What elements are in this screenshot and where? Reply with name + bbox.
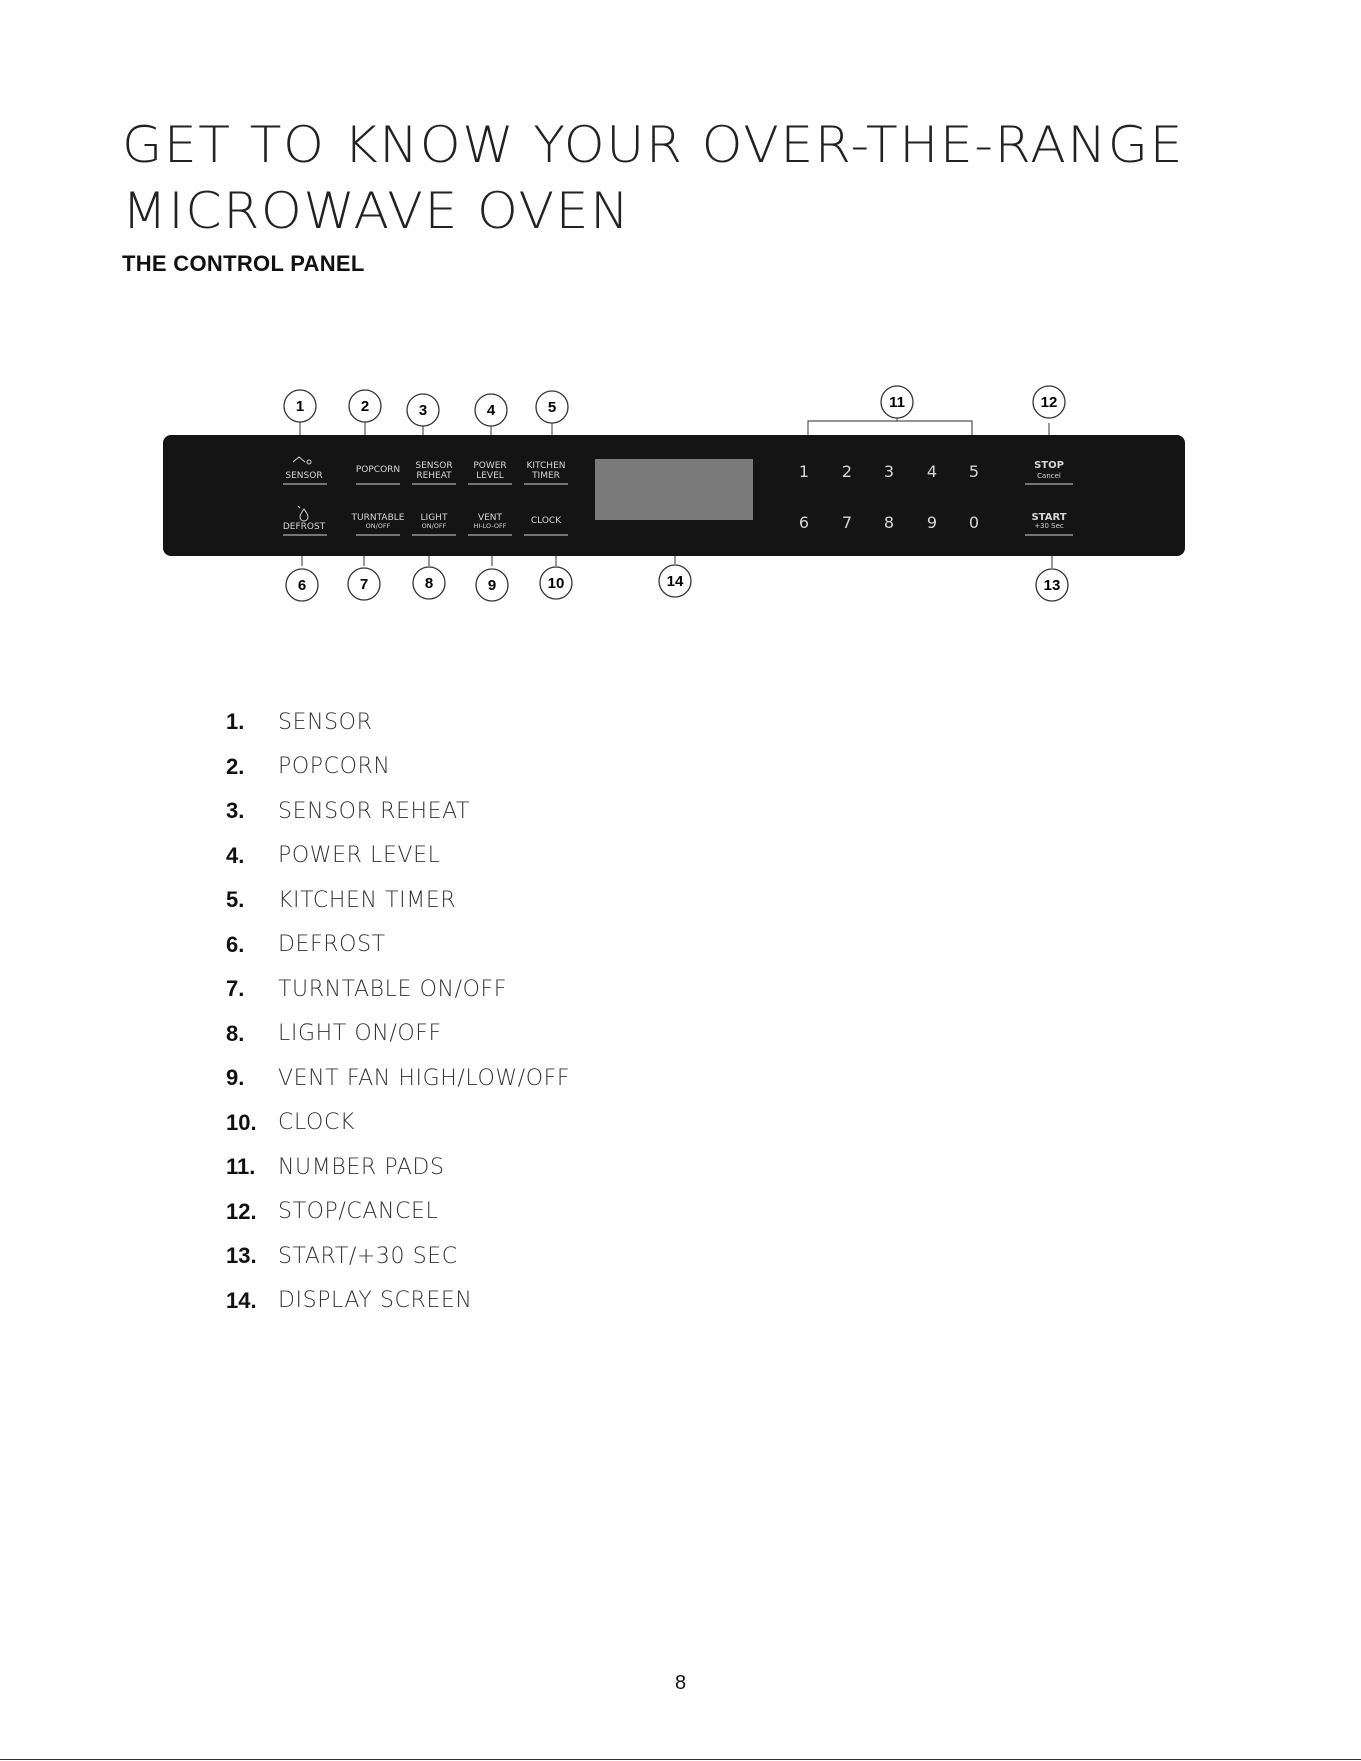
- callout-13-number: 13: [1043, 577, 1061, 594]
- callout-9-number: 9: [487, 577, 497, 594]
- list-item: [226, 878, 570, 923]
- list-item-text: TURNTABLE ON/OFF: [278, 976, 508, 1002]
- callout-13: [1036, 569, 1068, 601]
- control-panel-diagram: [0, 380, 1361, 620]
- number-pad-7[interactable]: 7: [841, 513, 853, 532]
- callout-1: [284, 390, 316, 422]
- callout-12-number: 12: [1040, 394, 1058, 411]
- number-pad-8[interactable]: 8: [883, 513, 895, 532]
- list-item-number: 4.: [226, 842, 245, 868]
- callout-9: [476, 569, 508, 601]
- callout-14-number: 14: [666, 573, 684, 590]
- power-level-label-line-1: POWER: [473, 461, 507, 471]
- list-item-number: 1.: [226, 709, 245, 735]
- callout-4-number: 4: [486, 402, 496, 419]
- callout-2: [349, 390, 381, 422]
- list-item: [226, 1190, 570, 1235]
- turntable-label-line-1: TURNTABLE: [351, 513, 405, 523]
- list-item-number: 9.: [226, 1065, 245, 1091]
- section-heading: THE CONTROL PANEL: [122, 251, 365, 276]
- callout-4: [475, 394, 507, 426]
- light-label-line-2: ON/OFF: [421, 522, 447, 530]
- page-title-line-2: MICROWAVE OVEN: [122, 182, 631, 240]
- number-pad-4[interactable]: 4: [926, 462, 938, 481]
- list-item-text: POWER LEVEL: [278, 843, 441, 869]
- list-item: [226, 834, 570, 879]
- callout-7: [348, 568, 380, 600]
- plus-30-sec-label: +30 Sec: [1034, 522, 1064, 530]
- page-title-line-1: GET TO KNOW YOUR OVER-THE-RANGE: [122, 116, 1185, 174]
- callout-2-number: 2: [360, 398, 370, 415]
- bottom-rule: [0, 1759, 1361, 1760]
- callout-3-number: 3: [418, 402, 428, 419]
- list-item: [226, 1012, 570, 1057]
- list-item-number: 7.: [226, 976, 245, 1002]
- list-item: [226, 1279, 570, 1324]
- light-label-line-1: LIGHT: [420, 513, 448, 523]
- list-item-text: START/+30 SEC: [278, 1243, 458, 1269]
- number-pad-3[interactable]: 3: [883, 462, 895, 481]
- callout-8-number: 8: [424, 575, 434, 592]
- list-item-text: DISPLAY SCREEN: [278, 1288, 473, 1314]
- sensor-reheat-label-line-1: SENSOR: [415, 461, 453, 471]
- control-panel-legend: [226, 700, 570, 1323]
- callout-6: [286, 569, 318, 601]
- list-item: [226, 745, 570, 790]
- callout-10: [540, 567, 572, 599]
- list-item-number: 3.: [226, 798, 245, 824]
- list-item-text: NUMBER PADS: [278, 1154, 445, 1180]
- callout-11-number: 11: [889, 394, 905, 411]
- callout-10-number: 10: [547, 575, 565, 592]
- list-item-number: 14.: [226, 1287, 257, 1313]
- display-screen: [595, 459, 753, 520]
- list-item: [226, 923, 570, 968]
- sensor-reheat-button[interactable]: [412, 461, 456, 484]
- list-item-number: 2.: [226, 753, 245, 779]
- list-item: [226, 1145, 570, 1190]
- number-pad-9[interactable]: 9: [926, 513, 938, 532]
- sensor-label: SENSOR: [285, 471, 323, 481]
- callout-3: [407, 394, 439, 426]
- number-pad-5[interactable]: 5: [968, 462, 980, 481]
- list-item-number: 10.: [226, 1109, 257, 1135]
- list-item-text: LIGHT ON/OFF: [278, 1021, 442, 1047]
- kitchen-timer-label-line-1: KITCHEN: [526, 461, 566, 471]
- list-item: [226, 789, 570, 834]
- list-item-text: POPCORN: [278, 754, 391, 780]
- number-pad-2[interactable]: 2: [841, 462, 853, 481]
- list-item: [226, 700, 570, 745]
- callout-11: [881, 386, 913, 418]
- cancel-label: Cancel: [1037, 472, 1061, 480]
- list-item-text: KITCHEN TIMER: [278, 887, 457, 913]
- callout-1-number: 1: [295, 398, 305, 415]
- clock-label: CLOCK: [530, 516, 562, 526]
- power-level-label-line-2: LEVEL: [476, 471, 504, 481]
- list-item-text: STOP/CANCEL: [278, 1199, 439, 1225]
- callout-8: [413, 567, 445, 599]
- defrost-label: DEFROST: [282, 522, 326, 532]
- callout-5: [536, 391, 568, 423]
- callout-5-number: 5: [547, 399, 557, 416]
- list-item-text: CLOCK: [278, 1110, 355, 1136]
- page-number: 8: [674, 1672, 687, 1694]
- number-pad-1[interactable]: 1: [798, 462, 810, 481]
- page-title: [122, 112, 1349, 244]
- stop-label: STOP: [1034, 460, 1064, 471]
- list-item: [226, 1056, 570, 1101]
- list-item-text: DEFROST: [278, 932, 386, 958]
- popcorn-label: POPCORN: [355, 465, 401, 475]
- list-item-number: 11.: [226, 1154, 256, 1180]
- list-item-number: 13.: [226, 1243, 257, 1269]
- list-item: [226, 967, 570, 1012]
- callout-6-number: 6: [297, 577, 307, 594]
- list-item-text: SENSOR: [278, 709, 373, 735]
- callout-12: [1033, 386, 1065, 418]
- turntable-label-line-2: ON/OFF: [365, 522, 391, 530]
- number-pad-0[interactable]: 0: [968, 513, 980, 532]
- vent-label-line-1: VENT: [477, 513, 503, 523]
- list-item: [226, 1234, 570, 1279]
- number-pad-6[interactable]: 6: [798, 513, 810, 532]
- list-item-number: 12.: [226, 1198, 257, 1224]
- callout-7-number: 7: [359, 576, 369, 593]
- vent-label-line-2: HI-LO-OFF: [473, 522, 507, 530]
- sensor-reheat-label-line-2: REHEAT: [416, 471, 452, 481]
- list-item: [226, 1101, 570, 1146]
- list-item-text: SENSOR REHEAT: [278, 798, 471, 824]
- list-item-number: 6.: [226, 931, 245, 957]
- list-item-text: VENT FAN HIGH/LOW/OFF: [278, 1065, 571, 1091]
- callout-14: [659, 565, 691, 597]
- kitchen-timer-label-line-2: TIMER: [532, 471, 560, 481]
- list-item-number: 8.: [226, 1020, 245, 1046]
- list-item-number: 5.: [226, 887, 245, 913]
- start-label: START: [1031, 512, 1067, 523]
